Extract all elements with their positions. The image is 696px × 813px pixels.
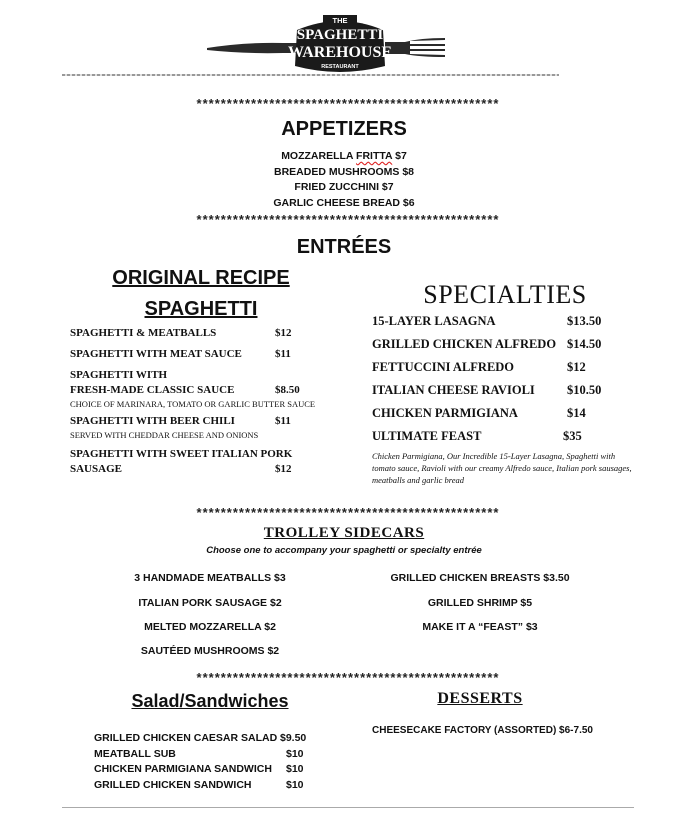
sidecar-item: GRILLED SHRIMP $5 xyxy=(427,597,533,609)
star-divider: ************************************************** xyxy=(196,212,500,227)
sidecar-item: GRILLED CHICKEN BREASTS $3.50 xyxy=(390,572,570,584)
spaghetti-item-name: SPAGHETTI WITH MEAT SAUCE xyxy=(70,348,242,360)
salad-sandwiches-title: Salad/Sandwiches xyxy=(131,691,289,711)
logo-the: THE xyxy=(332,16,348,25)
spaghetti-item-name: SPAGHETTI WITH xyxy=(70,369,168,381)
appetizer-item: FRIED ZUCCHINI $7 xyxy=(294,181,394,193)
specialty-item-name: CHICKEN PARMIGIANA xyxy=(372,406,518,420)
spaghetti-item-name: FRESH-MADE CLASSIC SAUCE xyxy=(70,384,235,396)
logo-restaurant: RESTAURANT xyxy=(321,64,359,70)
specialty-item-name: ULTIMATE FEAST xyxy=(372,429,482,443)
specialty-item-name: ITALIAN CHEESE RAVIOLI xyxy=(372,383,535,397)
entrees-title: ENTRÉES xyxy=(296,236,392,258)
specialty-item-price: $10.50 xyxy=(567,383,602,397)
spaghetti-item-name: SPAGHETTI WITH SWEET ITALIAN PORK xyxy=(70,448,293,460)
desserts-title: DESSERTS xyxy=(437,690,523,707)
specialty-item-name: 15-LAYER LASAGNA xyxy=(372,314,496,328)
original-recipe-title: ORIGINAL RECIPE xyxy=(112,267,290,289)
specialty-item-price: $13.50 xyxy=(567,314,602,328)
spaghetti-item-note: SERVED WITH CHEDDAR CHEESE AND ONIONS xyxy=(70,430,259,440)
salad-item-price: $10 xyxy=(286,763,304,775)
salad-item-name: CHICKEN PARMIGIANA SANDWICH xyxy=(94,763,272,775)
specialty-item-name: FETTUCCINI ALFREDO xyxy=(372,360,515,374)
spaghetti-item-name: SPAGHETTI & MEATBALLS xyxy=(70,327,217,339)
trolley-sidecars-subtitle: Choose one to accompany your spaghetti or specialty entrée xyxy=(206,545,482,556)
footer-divider xyxy=(62,807,634,808)
appetizer-item: BREADED MUSHROOMS $8 xyxy=(273,166,415,178)
spaghetti-item-price: $8.50 xyxy=(275,384,300,396)
spaghetti-item-price: $11 xyxy=(275,348,291,360)
specialty-item-price: $12 xyxy=(567,360,586,374)
spaghetti-item-note: CHOICE OF MARINARA, TOMATO OR GARLIC BUTTER SAUCE xyxy=(70,399,316,409)
logo-spaghetti: SPAGHETTI xyxy=(296,27,384,43)
sidecar-item: 3 HANDMADE MEATBALLS $3 xyxy=(134,572,286,584)
dessert-item: CHEESECAKE FACTORY (ASSORTED) $6-7.50 xyxy=(372,725,593,736)
specialty-item-price: $14 xyxy=(567,406,586,420)
salad-item-price: $10 xyxy=(286,779,304,791)
appetizer-item: MOZZARELLA FRITTA $7 xyxy=(281,150,407,162)
spaghetti-item-price: $12 xyxy=(275,327,292,339)
spaghetti-item-price: $12 xyxy=(275,463,292,475)
sidecar-item: ITALIAN PORK SAUSAGE $2 xyxy=(138,597,282,609)
logo-warehouse: WAREHOUSE xyxy=(287,44,393,61)
salad-item-name: GRILLED CHICKEN CAESAR SALAD xyxy=(94,732,278,744)
sidecar-item: SAUTÉED MUSHROOMS $2 xyxy=(140,645,280,657)
salad-item-name: GRILLED CHICKEN SANDWICH xyxy=(94,779,252,791)
sidecar-item: MELTED MOZZARELLA $2 xyxy=(144,621,276,633)
trolley-sidecars-title: TROLLEY SIDECARS xyxy=(263,525,425,541)
specialty-item-price: $14.50 xyxy=(567,337,602,351)
sidecar-item: MAKE IT A “FEAST” $3 xyxy=(422,621,538,633)
star-divider: ************************************************** xyxy=(196,505,500,520)
specialty-item-name: GRILLED CHICKEN ALFREDO xyxy=(372,337,557,351)
spaghetti-item-name: SPAGHETTI WITH BEER CHILI xyxy=(70,415,235,427)
ultimate-feast-description: Chicken Parmigiana, Our Incredible 15-Layer Lasagna, Spaghetti with tomato sauce, Ravioli with our creamy Alfredo sauce, Italian pork sausages, meatballs and garlic bread xyxy=(372,451,632,485)
appetizer-item: GARLIC CHEESE BREAD $6 xyxy=(273,197,415,209)
star-divider: ************************************************** xyxy=(196,96,500,111)
restaurant-logo xyxy=(205,8,455,78)
spaghetti-item-price: $11 xyxy=(275,415,291,427)
appetizers-title: APPETIZERS xyxy=(281,118,407,140)
salad-item-price: $9.50 xyxy=(280,732,307,744)
specialty-item-price: $35 xyxy=(563,429,582,443)
header-divider xyxy=(62,74,559,76)
spaghetti-item-name: SAUSAGE xyxy=(70,463,122,475)
fork-logo-icon xyxy=(205,8,455,78)
salad-item-name: MEATBALL SUB xyxy=(94,748,176,760)
salad-item-price: $10 xyxy=(286,748,304,760)
star-divider: ************************************************** xyxy=(196,670,500,685)
original-recipe-subtitle: SPAGHETTI xyxy=(144,298,258,320)
specialties-title: SPECIALTIES xyxy=(423,280,587,309)
appetizer-item-fritta: FRITTA xyxy=(356,150,393,162)
